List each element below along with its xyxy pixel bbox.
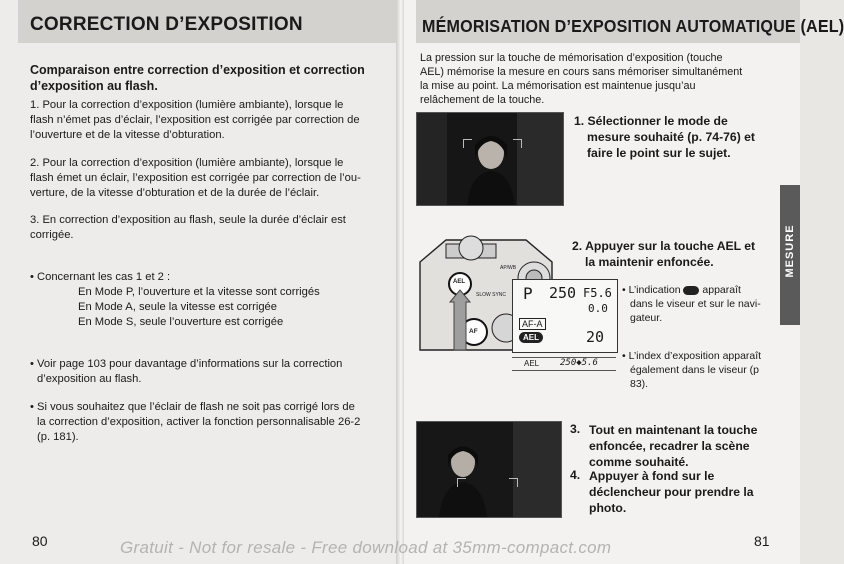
text-line: enfoncée, recadrer la scène: [589, 439, 750, 453]
paragraph-2: [30, 156, 361, 201]
paragraph-1: [30, 98, 360, 143]
heading-line: Comparaison entre correction d’exposition et correction: [30, 63, 365, 77]
lcd-aperture: F5.6: [583, 286, 612, 300]
text-line: verture, de la vitesse d’obturation et de la durée de l’éclair.: [30, 187, 320, 199]
heading-line: d’exposition au flash.: [30, 79, 158, 93]
text-line: (p. 181).: [37, 431, 79, 443]
text-line: 1. Pour la correction d’exposition (lumière ambiante), lorsque le: [30, 99, 344, 111]
note-exposure-index: [622, 349, 776, 391]
left-page: [0, 0, 400, 564]
af-frame-corner: [457, 478, 466, 487]
text-line: la mise au point. La mémorisation est maintenue jusqu’au: [420, 80, 696, 92]
text-line: d’exposition au flash.: [37, 373, 142, 385]
step-2: [572, 238, 755, 270]
lcd-compensation: 0.0: [588, 302, 608, 315]
ael-intro: [420, 51, 742, 107]
cases-intro: • Concernant les cas 1 et 2 :: [30, 271, 171, 283]
lcd-shutter: 250: [549, 284, 577, 302]
photo-woman-icon: [417, 422, 561, 517]
apwb-label: AP/WB: [500, 265, 517, 271]
text-line: corrigée.: [30, 229, 74, 241]
text-line: la correction d’exposition, activer la fonction personnalisable 26-2: [37, 416, 361, 428]
ael-button: AEL: [453, 279, 465, 285]
paragraph-3: [30, 213, 346, 243]
text-line: flash n’émet pas d’éclair, l’exposition est corrigée par correction de: [30, 114, 360, 126]
text-line: également dans le viseur (p: [630, 364, 759, 376]
text-line: flash émet un éclair, l’exposition est corrigée par correction de l’ou-: [30, 172, 361, 184]
lcd-ael-badge: AEL: [519, 332, 543, 343]
text-line: dans le viseur et sur le navi-: [630, 298, 761, 310]
step-4: [589, 468, 754, 516]
text-line: • L’index d’exposition apparaît: [622, 350, 762, 362]
subject-photo-focus: [416, 112, 564, 206]
text-line: gateur.: [630, 312, 663, 324]
af-button: AF: [469, 328, 478, 335]
af-frame-corner: [509, 478, 518, 487]
text-line: La pression sur la touche de mémorisation d’exposition (touche: [420, 52, 723, 64]
data-panel-lcd: [512, 279, 618, 353]
text-line: l’ouverture et de la vitesse d’obturation.: [30, 129, 225, 141]
text-line: • Voir page 103 pour davantage d’informations sur la correction: [30, 358, 343, 370]
right-page-number: 81: [754, 533, 770, 549]
section-tab-label: MESURE: [784, 224, 796, 278]
text-line: déclencheur pour prendre la: [589, 485, 754, 499]
text-line: 2. Appuyer sur la touche AEL et: [572, 239, 756, 253]
cases-list: [78, 285, 320, 330]
text-line: la maintenir enfoncée.: [585, 255, 714, 269]
af-frame-corner: [463, 139, 472, 148]
bullet-custom-function: [30, 400, 360, 445]
photo-woman-icon: [417, 113, 563, 205]
lcd-frame-count: 20: [586, 328, 605, 346]
af-frame-corner: [513, 139, 522, 148]
text-fragment: • L’indication: [622, 284, 681, 296]
text-line: • Si vous souhaitez que l’éclair de flash ne soit pas corrigé lors de: [30, 401, 355, 413]
comparison-heading: [30, 62, 365, 94]
step-1: [574, 113, 755, 161]
text-line: faire le point sur le sujet.: [587, 146, 731, 160]
list-item: En Mode S, seule l’ouverture est corrigée: [78, 316, 284, 328]
text-line: photo.: [589, 501, 627, 515]
bullet-flash-page: [30, 357, 342, 387]
ael-indicator-icon: [683, 286, 699, 295]
right-page-title: MÉMORISATION D’EXPOSITION AUTOMATIQUE (AEL): [422, 16, 844, 36]
left-page-title: CORRECTION D’EXPOSITION: [30, 14, 303, 35]
step-3: [589, 422, 757, 470]
book-spine: [396, 0, 404, 564]
step-4-number: 4.: [570, 468, 581, 482]
text-line: 3. En correction d’exposition au flash, seule la durée d’éclair est: [30, 214, 346, 226]
text-line: AEL) mémorise la mesure en cours sans mémoriser simultanément: [420, 66, 743, 78]
subject-photo-recompose: [416, 421, 562, 518]
text-line: relâchement de la touche.: [420, 94, 545, 106]
viewfinder-values: 250◆5.6: [560, 358, 598, 368]
text-line: mesure souhaité (p. 74-76) et: [587, 130, 755, 144]
viewfinder-ael-label: AEL: [524, 359, 540, 368]
slow-sync-label: SLOW SYNC: [476, 292, 507, 298]
text-line: Tout en maintenant la touche: [589, 423, 758, 437]
section-tab-mesure: [780, 185, 800, 325]
list-item: En Mode A, seule la vitesse est corrigée: [78, 301, 277, 313]
left-page-number: 80: [32, 533, 48, 549]
text-line: 1. Sélectionner le mode de: [574, 114, 728, 128]
text-fragment: apparaît: [702, 284, 741, 296]
text-line: comme souhaité.: [589, 455, 689, 469]
lcd-mode: P: [523, 284, 533, 303]
text-line: 2. Pour la correction d’exposition (lumière ambiante), lorsque le: [30, 157, 344, 169]
footer-watermark: Gratuit - Not for resale - Free download at 35mm-compact.com: [120, 538, 612, 557]
lcd-af-mode: AF-A: [519, 318, 546, 330]
text-line: 83).: [630, 378, 649, 390]
note-ael-indicator: [622, 283, 774, 325]
list-item: En Mode P, l’ouverture et la vitesse sont corrigés: [78, 286, 320, 298]
step-3-number: 3.: [570, 422, 581, 436]
viewfinder-readout: [512, 357, 616, 371]
text-line: Appuyer à fond sur le: [589, 469, 715, 483]
